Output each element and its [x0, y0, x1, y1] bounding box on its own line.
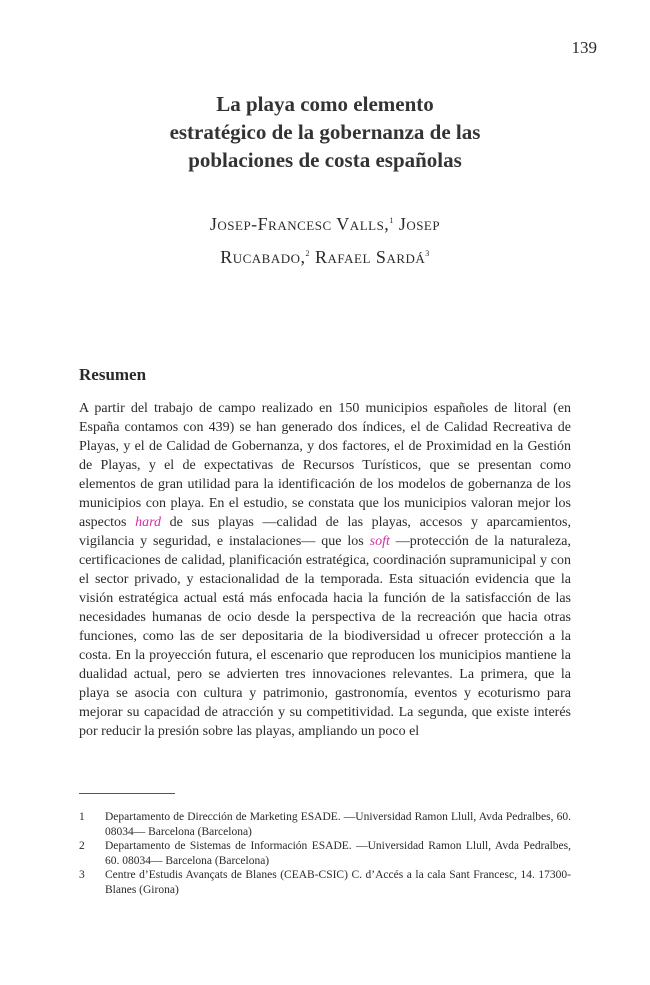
- footnote-number: 2: [79, 840, 85, 852]
- footnote: [79, 868, 571, 897]
- footnote-marker[interactable]: 2: [305, 249, 310, 258]
- footnote-text: Departamento de Sistemas de Información ESADE. —Universidad Ramon Llull, Avda Pedralbes, 60. 08034— Barcelona (Barcelona): [105, 840, 571, 867]
- author-line: [0, 206, 650, 239]
- term-soft: soft: [369, 534, 390, 549]
- abstract-heading: Resumen: [79, 365, 147, 384]
- author-name: Josep-Francesc Valls,: [209, 214, 390, 234]
- author-name: Josep: [398, 214, 441, 234]
- author-list: [0, 206, 650, 272]
- abstract-text-part: de sus playas —calidad de las playas, accesos y aparcamientos, vigilancia y seguridad, e instalaciones— que los: [79, 515, 571, 549]
- abstract-text: [79, 399, 571, 741]
- term-hard: hard: [135, 515, 162, 530]
- abstract-text-part: A partir del trabajo de campo realizado en 150 municipios españoles de litoral (en España contamos con 439) se han generado dos índices, el de Calidad Recreativa de Playas, y el de Calidad de Gobernanza, y dos factores, el de Proximidad en la Gestión de Playas, y el de expectativas de Recursos Turísticos, que se presentan como elementos de gran utilidad para la identificación de los modelos de gobernanza de los municipios con playa. En el estudio, se constata que los municipios valoran mejor los aspectos: [79, 401, 571, 530]
- footnote-marker[interactable]: 3: [425, 249, 430, 258]
- footnote-number: 1: [79, 811, 85, 823]
- author-name: Rucabado,: [220, 247, 306, 267]
- author-line: [0, 239, 650, 272]
- footnote: [79, 810, 571, 839]
- article-title: [0, 90, 650, 174]
- abstract-text-part: —protección de la naturaleza, certificaciones de calidad, planificación estratégica, coordinación supramunicipal y con el sector privado, y estacionalidad de la temporada. Esta situación evidencia que la visión estratégica actual está más enfocada hacia la función de la satisfacción de las necesidades humanas de ocio desde la perspectiva de la recreación que hacia otras funciones, como las de ser depositaria de la biodiversidad u ofrecer protección a la costa. En la proyección futura, el escenario que reproducen los municipios mantiene la dualidad actual, pero se advierten tres innovaciones relevantes. La primera, que la playa se asocia con cultura y patrimonio, gastronomía, eventos y ecoturismo para mejorar su capacidad de atracción y su competitividad. La segunda, que existe interés por reducir la presión sobre las playas, ampliando un poco el: [79, 534, 571, 739]
- footnote-divider: [79, 793, 175, 794]
- footnote-marker[interactable]: 1: [389, 216, 394, 225]
- page-number: 139: [571, 38, 597, 57]
- footnote-text: Centre d’Estudis Avançats de Blanes (CEAB-CSIC) C. d’Accés a la cala Sant Francesc, 14. 17300-Blanes (Girona): [105, 869, 571, 896]
- title-line: estratégico de la gobernanza de las: [169, 120, 481, 144]
- title-line: La playa como elemento: [216, 92, 434, 116]
- title-line: poblaciones de costa españolas: [188, 148, 462, 172]
- author-name: Rafael Sardá: [315, 247, 426, 267]
- footnote-text: Departamento de Dirección de Marketing ESADE. —Universidad Ramon Llull, Avda Pedralbes, 60. 08034— Barcelona (Barcelona): [105, 811, 571, 838]
- footnote-number: 3: [79, 869, 85, 881]
- footnote: [79, 839, 571, 868]
- footnotes: [79, 810, 571, 897]
